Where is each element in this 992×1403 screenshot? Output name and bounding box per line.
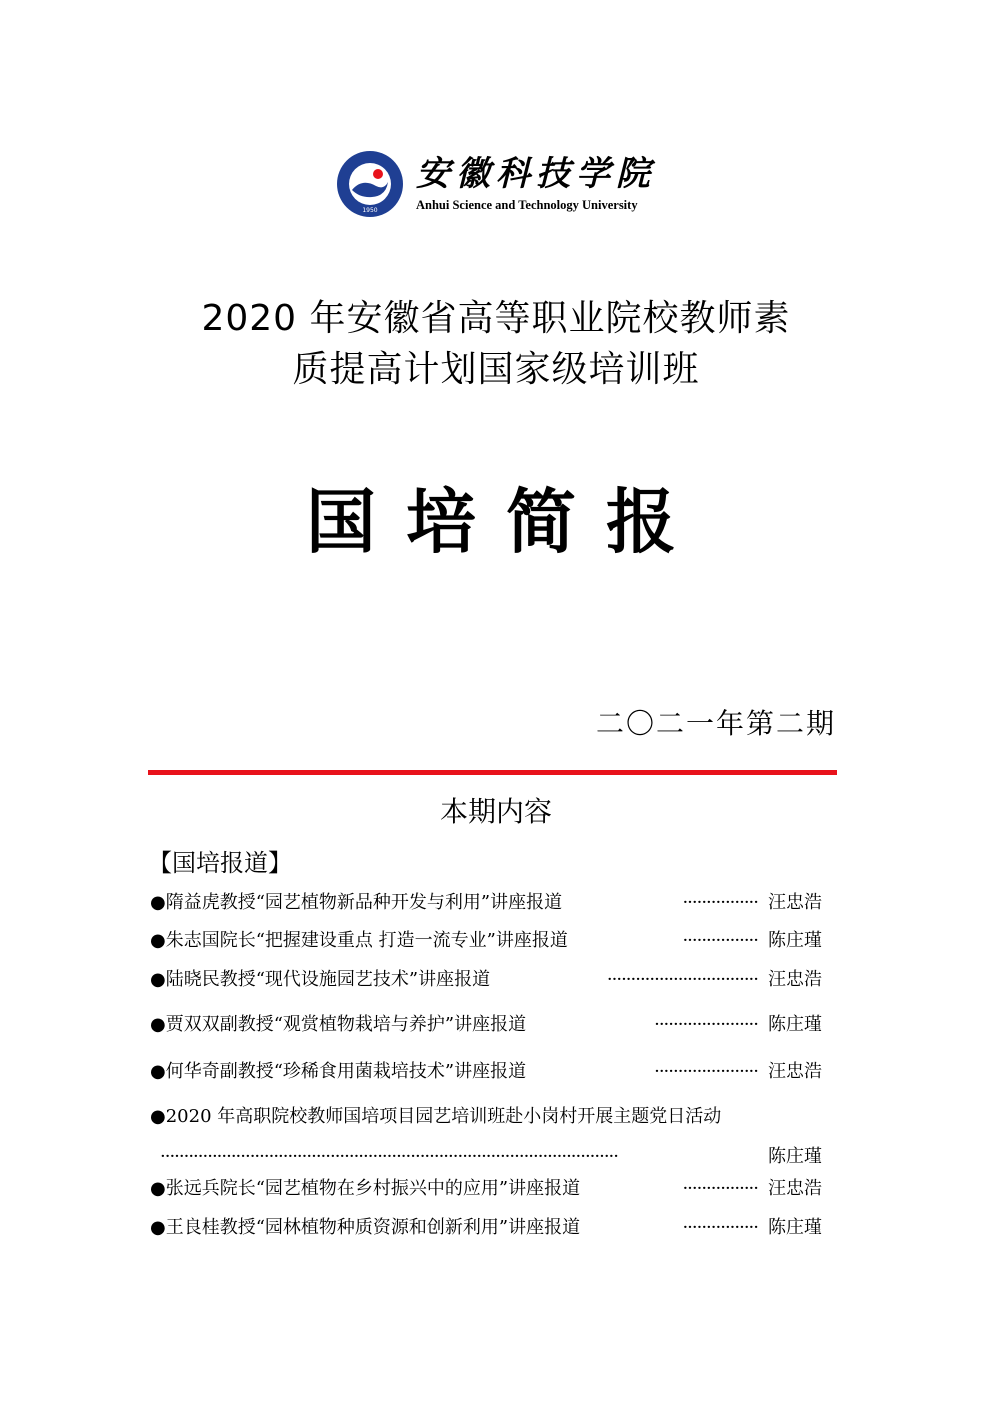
university-logo bbox=[336, 150, 656, 220]
toc-entry-leader: ································································································· bbox=[160, 1146, 619, 1167]
toc-entry bbox=[150, 1213, 822, 1243]
university-name-cn: 安徽科技学院 bbox=[416, 154, 656, 194]
toc-entry-title: ●2020 年高职院校教师国培项目园艺培训班赴小岗村开展主题党日活动 bbox=[150, 1106, 722, 1127]
toc-entry-title: ●贾双双副教授“观赏植物栽培与养护”讲座报道 bbox=[150, 1014, 527, 1035]
seal-year: 1950 bbox=[362, 207, 378, 214]
toc-entry bbox=[150, 1010, 822, 1040]
red-divider bbox=[148, 770, 837, 775]
main-title-line-2: 质提高计划国家级培训班 bbox=[292, 349, 700, 390]
university-seal-icon bbox=[336, 150, 404, 218]
toc-entry-title: ●陆晓民教授“现代设施园艺技术”讲座报道 bbox=[150, 969, 491, 990]
university-name-en: Anhui Science and Technology University bbox=[416, 198, 638, 212]
toc-entry-leader: ················ bbox=[682, 1178, 758, 1199]
toc-entry-leader: ················ bbox=[682, 930, 758, 951]
toc-section-label: 【国培报道】 bbox=[148, 849, 292, 877]
toc-entry bbox=[150, 965, 822, 995]
toc-entry bbox=[150, 1057, 822, 1087]
toc-entry-author: 汪忠浩 bbox=[768, 1178, 822, 1199]
toc-heading: 本期内容 bbox=[439, 795, 552, 828]
toc-entry-leader: ················ bbox=[682, 892, 758, 913]
toc-entry-author: 陈庄瑾 bbox=[768, 930, 822, 951]
issue-number: 二〇二一年第二期 bbox=[595, 707, 836, 740]
toc-entry-author: 陈庄瑾 bbox=[768, 1217, 822, 1238]
toc-entry-author: 汪忠浩 bbox=[768, 969, 822, 990]
toc-entry-title: ●朱志国院长“把握建设重点 打造一流专业”讲座报道 bbox=[150, 930, 568, 951]
toc-entry-title: ●何华奇副教授“珍稀食用菌栽培技术”讲座报道 bbox=[150, 1061, 527, 1082]
toc-entry-author: 陈庄瑾 bbox=[768, 1146, 822, 1167]
toc-entry-leader: ················ bbox=[682, 1217, 758, 1238]
toc-entry bbox=[150, 888, 822, 918]
brief-title: 国培简报 bbox=[306, 480, 706, 563]
toc-entry-leader: ································ bbox=[606, 969, 758, 990]
toc-entry-leader: ······················ bbox=[654, 1014, 758, 1035]
toc-entry-title: ●隋益虎教授“园艺植物新品种开发与利用”讲座报道 bbox=[150, 892, 563, 913]
toc-entry bbox=[150, 1102, 822, 1172]
toc-entry-author: 陈庄瑾 bbox=[768, 1014, 822, 1035]
toc-entry bbox=[150, 1174, 822, 1204]
toc-entry bbox=[150, 926, 822, 956]
toc-entry-leader: ······················ bbox=[654, 1061, 758, 1082]
toc-entry-title: ●张远兵院长“园艺植物在乡村振兴中的应用”讲座报道 bbox=[150, 1178, 581, 1199]
toc-entry-author: 汪忠浩 bbox=[768, 1061, 822, 1082]
toc-entry-title: ●王良桂教授“园林植物种质资源和创新利用”讲座报道 bbox=[150, 1217, 581, 1238]
main-title-line-1: 2020 年安徽省高等职业院校教师素 bbox=[201, 298, 791, 339]
toc-entry-author: 汪忠浩 bbox=[768, 892, 822, 913]
